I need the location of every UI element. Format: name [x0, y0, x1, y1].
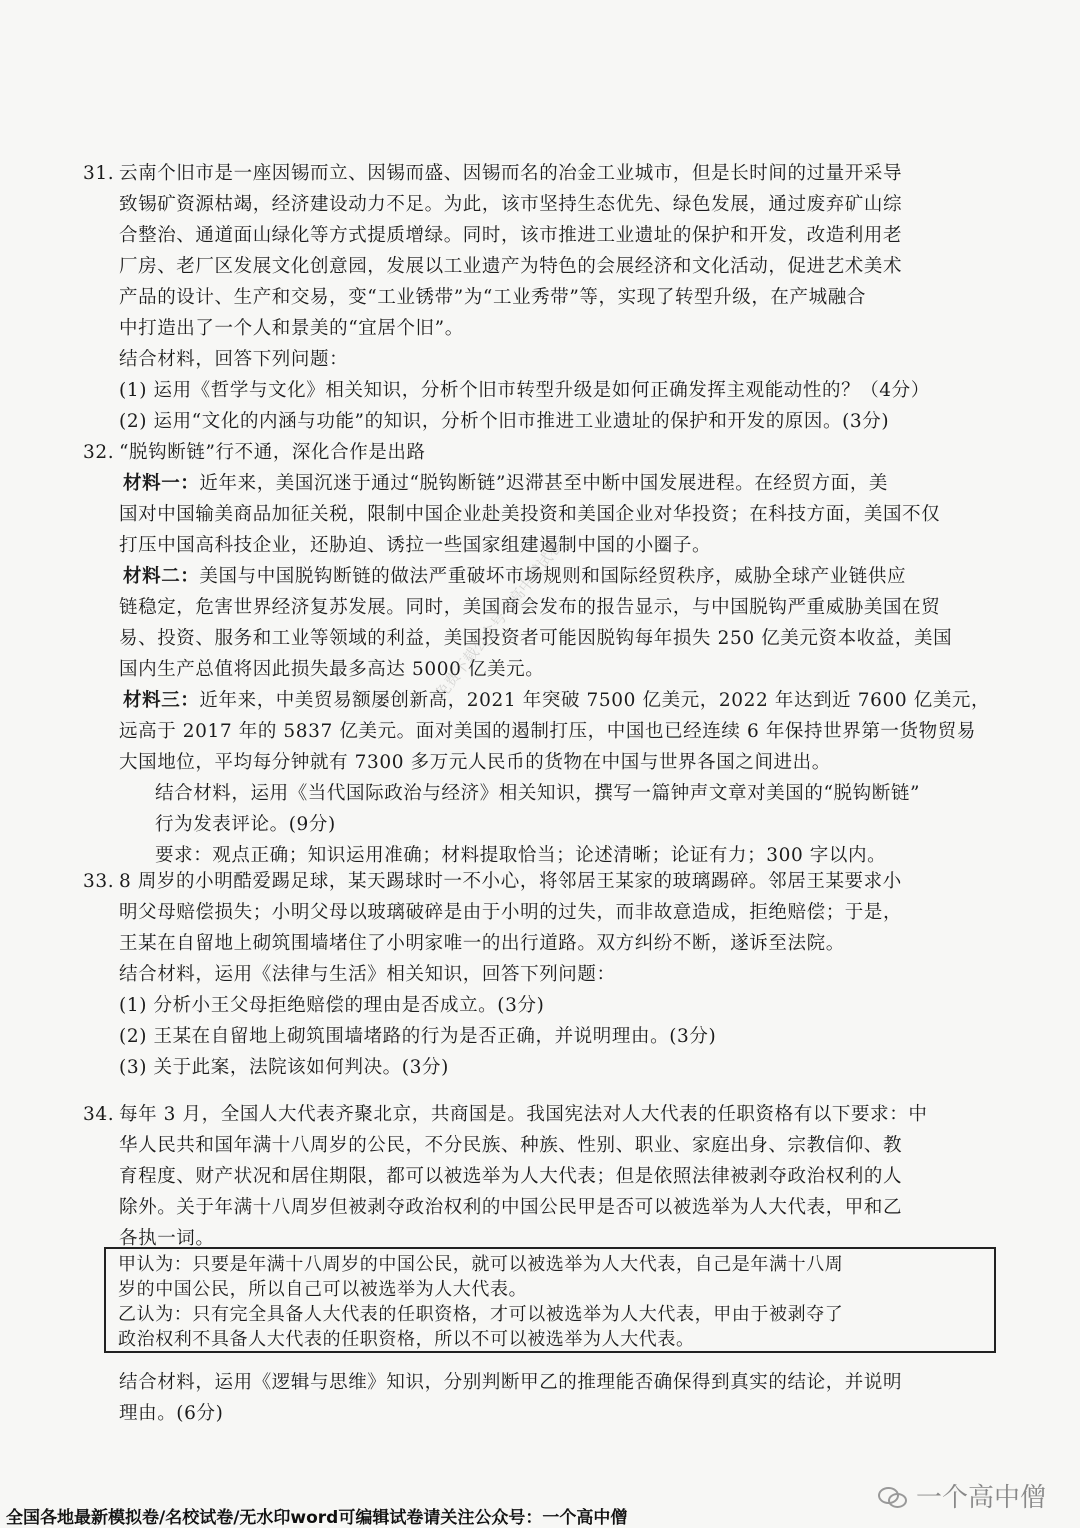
q32-material-2-line-4: 国内生产总值将因此损失最多高达 5000 亿美元。 — [119, 659, 545, 680]
q34-line-3: 育程度、财产状况和居住期限，都可以被选举为人大代表；但是依照法律被剥夺政治权利的人 — [119, 1166, 903, 1187]
wechat-account-name: 一个高中僧 — [916, 1483, 1047, 1513]
q31-line-5: 产品的设计、生产和交易，变“工业锈带”为“工业秀带”等，实现了转型升级，在产城融合 — [119, 287, 866, 308]
q33-line-2: 明父母赔偿损失；小明父母以玻璃破碎是由于小明的过失，而非故意造成，拒绝赔偿；于是， — [119, 902, 903, 923]
q33-sub-question-3: (3) 关于此案，法院该如何判决。(3分) — [119, 1057, 449, 1078]
material-2-label: 材料二： — [123, 566, 200, 587]
q33-line-3: 王某在自留地上砌筑围墙堵住了小明家唯一的出行道路。双方纠纷不断，遂诉至法院。 — [119, 933, 845, 954]
question-31 — [83, 158, 1023, 437]
q34-line-4: 除外。关于年满十八周岁但被剥夺政治权利的中国公民甲是否可以被选举为人大代表，甲和乙 — [119, 1197, 903, 1218]
q32-title-line — [83, 437, 1023, 468]
q33-prompt: 结合材料，运用《法律与生活》相关知识，回答下列问题： — [119, 964, 616, 985]
q31-prompt: 结合材料，回答下列问题： — [119, 349, 349, 370]
q34-line-2: 华人民共和国年满十八周岁的公民，不分民族、种族、性别、职业、家庭出身、宗教信仰、教 — [119, 1135, 903, 1156]
question-number: 32. — [83, 442, 115, 463]
q31-line-3: 合整治、通道面山绿化等方式提质增绿。同时，该市推进工业遗址的保护和开发，改造利用老 — [119, 225, 903, 246]
q32-requirements: 要求：观点正确；知识运用准确；材料提取恰当；论述清晰；论证有力；300 字以内。 — [155, 845, 887, 866]
q32-material-3-line-1: 材料三：近年来，中美贸易额屡创新高，2021 年突破 7500 亿美元，2022 年达到近 7600 亿美元， — [123, 690, 991, 711]
q31-line-1: 31. 云南个旧市是一座因锡而立、因锡而盛、因锡而名的冶金工业城市，但是长时间的过量开采导 — [83, 158, 1023, 189]
q31-line-4: 厂房、老厂区发展文化创意园，发展以工业遗产为特色的会展经济和文化活动，促进艺术美术 — [119, 256, 903, 277]
q32-task-line-2: 行为发表评论。(9分) — [155, 814, 336, 835]
q34-task-line-1: 结合材料，运用《逻辑与思维》知识，分别判断甲乙的推理能否确保得到真实的结论，并说明 — [119, 1372, 903, 1393]
material-3-label: 材料三： — [123, 690, 200, 711]
q32-material-2-line-2: 链稳定，危害世界经济复苏发展。同时，美国商会发布的报告显示，与中国脱钩严重威胁美国在贸 — [119, 597, 941, 618]
wechat-icon — [878, 1485, 908, 1507]
question-34-task — [83, 1367, 1023, 1429]
wechat-account-mark — [878, 1477, 1046, 1514]
q31-sub-question-1: (1) 运用《哲学与文化》相关知识，分析个旧市转型升级是如何正确发挥主观能动性的？（4分） — [119, 380, 930, 401]
q33-line-1: 33. 8 周岁的小明酷爱踢足球，某天踢球时一不小心，将邻居王某家的玻璃踢碎。邻居王某要求小 — [83, 866, 1023, 897]
q34-opinion-box — [104, 1247, 996, 1353]
q33-sub-question-2: (2) 王某在自留地上砌筑围墙堵路的行为是否正确，并说明理由。(3分) — [119, 1026, 717, 1047]
opinion-yi-line-1: 乙认为：只有完全具备人大代表的任职资格，才可以被选举为人大代表，甲由于被剥夺了 — [118, 1304, 844, 1325]
opinion-jia-line-2: 岁的中国公民，所以自己可以被选举为人大代表。 — [118, 1279, 528, 1300]
watermark: 免费下载公众号《高中僧试卷》 — [431, 525, 576, 703]
q32-material-3-line-2: 远高于 2017 年的 5837 亿美元。面对美国的遏制打压，中国也已经连续 6 年保持世界第一货物贸易 — [119, 721, 976, 742]
q32-task-line-1: 结合材料，运用《当代国际政治与经济》相关知识，撰写一篇钟声文章对美国的“脱钩断链” — [155, 783, 921, 804]
q31-line-2: 致锡矿资源枯竭，经济建设动力不足。为此，该市坚持生态优先、绿色发展，通过废弃矿山综 — [119, 194, 903, 215]
question-number: 31. — [83, 163, 115, 184]
q32-material-1-line-3: 打压中国高科技企业，还胁迫、诱拉一些国家组建遏制中国的小圈子。 — [119, 535, 712, 556]
q31-line-6: 中打造出了一个人和景美的“宜居个旧”。 — [119, 318, 464, 339]
q34-line-5: 各执一词。 — [119, 1228, 215, 1249]
question-number: 33. — [83, 871, 115, 892]
q32-material-2-line-3: 易、投资、服务和工业等领域的利益，美国投资者可能因脱钩每年损失 250 亿美元资本收益，美国 — [119, 628, 953, 649]
question-33 — [83, 866, 1023, 1083]
q34-line-1: 34. 每年 3 月，全国人大代表齐聚北京，共商国是。我国宪法对人大代表的任职资格有以下要求：中 — [83, 1099, 1023, 1130]
question-number: 34. — [83, 1104, 115, 1125]
footer-notice: 全国各地最新模拟卷/名校试卷/无水印word可编辑试卷请关注公众号：一个高中僧 — [6, 1508, 628, 1528]
opinion-yi-line-2: 政治权利不具备人大代表的任职资格，所以不可以被选举为人大代表。 — [118, 1329, 695, 1350]
q33-sub-question-1: (1) 分析小王父母拒绝赔偿的理由是否成立。(3分) — [119, 995, 545, 1016]
question-32 — [83, 437, 1023, 871]
q32-material-1-line-2: 国对中国输美商品加征关税，限制中国企业赴美投资和美国企业对华投资；在科技方面，美国不仅 — [119, 504, 941, 525]
q32-material-3-line-3: 大国地位，平均每分钟就有 7300 多万元人民币的货物在中国与世界各国之间进出。 — [119, 752, 831, 773]
q32-material-1-line-1: 材料一：近年来，美国沉迷于通过“脱钩断链”迟滞甚至中断中国发展进程。在经贸方面，美 — [123, 473, 889, 494]
material-1-label: 材料一： — [123, 473, 200, 494]
q32-material-2-line-1: 材料二：美国与中国脱钩断链的做法严重破坏市场规则和国际经贸秩序，威胁全球产业链供应 — [123, 566, 907, 587]
question-34 — [83, 1099, 1023, 1254]
q31-sub-question-2: (2) 运用“文化的内涵与功能”的知识，分析个旧市推进工业遗址的保护和开发的原因。(3分) — [119, 411, 890, 432]
q34-task-line-2: 理由。(6分) — [119, 1403, 224, 1424]
opinion-jia-line-1: 甲认为：只要是年满十八周岁的中国公民，就可以被选举为人大代表，自己是年满十八周 — [118, 1254, 844, 1275]
q32-title: “脱钩断链”行不通，深化合作是出路 — [119, 442, 426, 463]
